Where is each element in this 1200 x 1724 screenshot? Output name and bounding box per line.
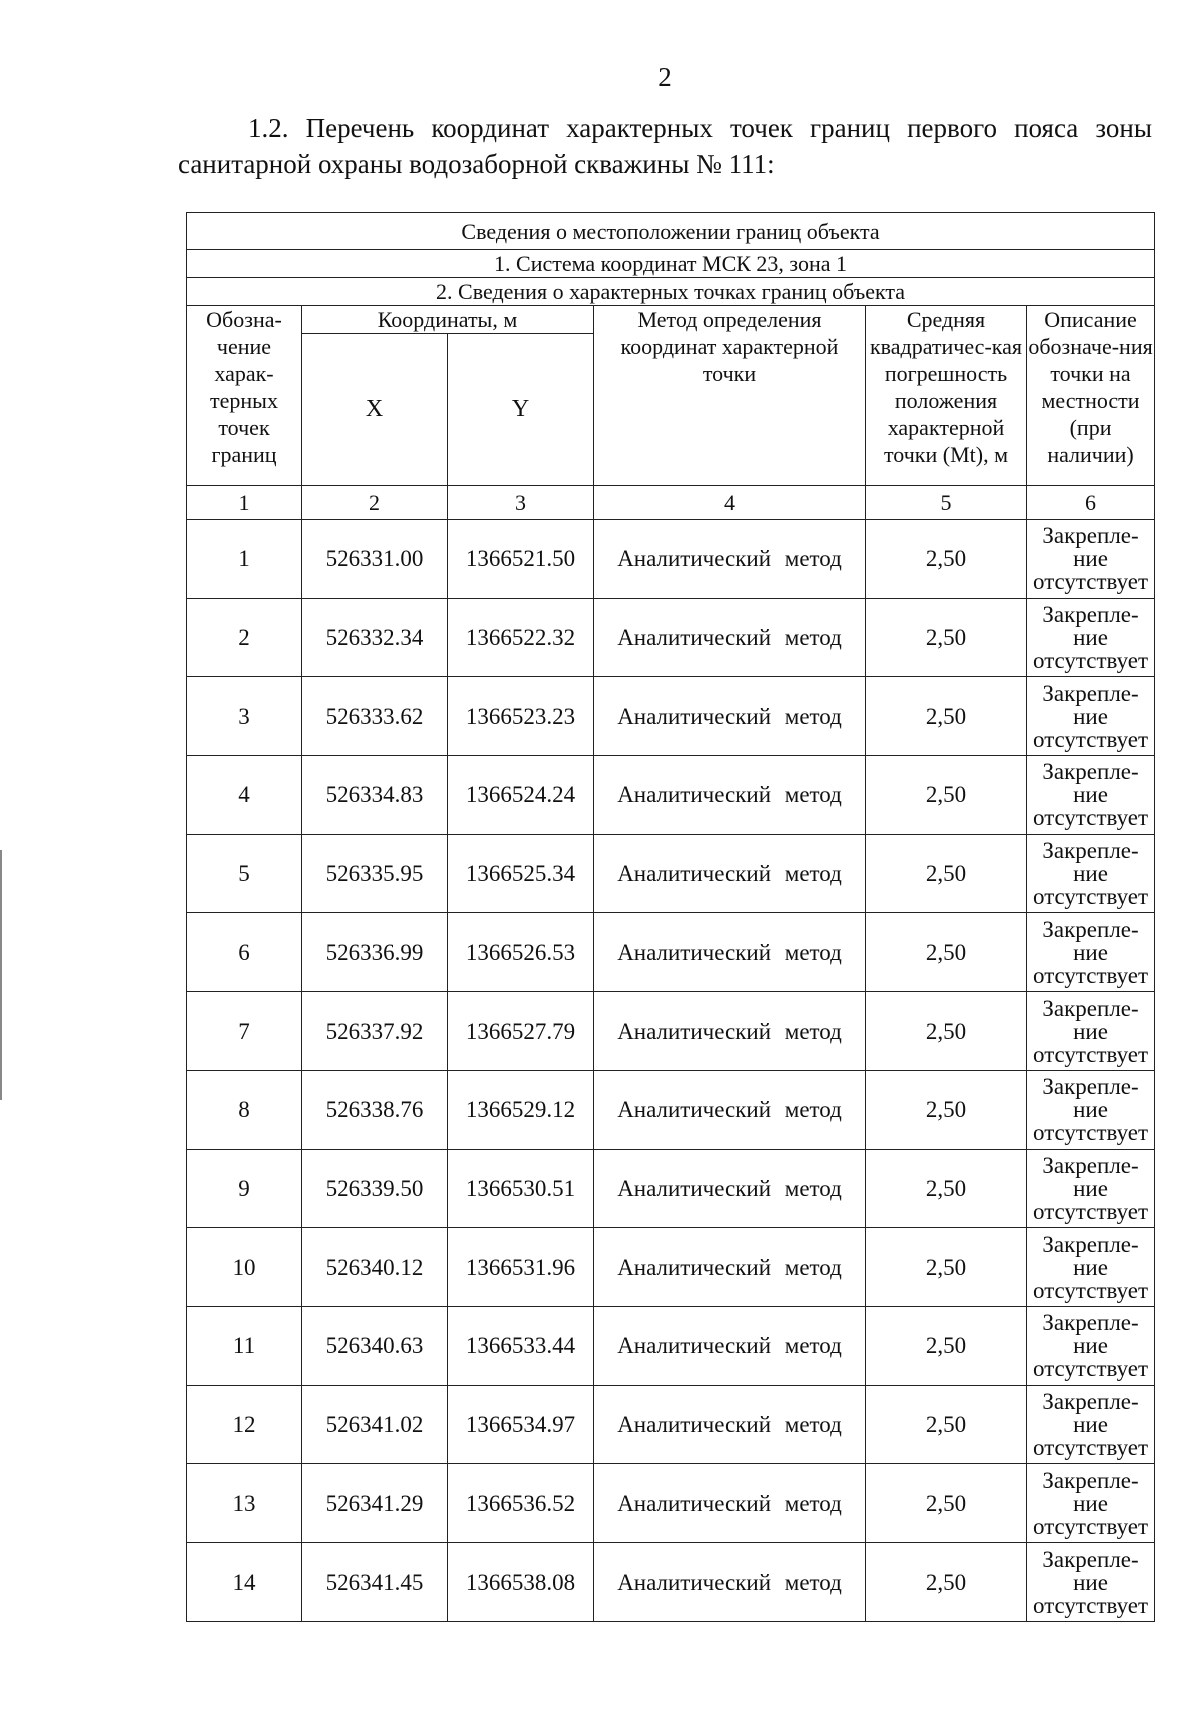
coord-x: 526331.00 xyxy=(302,519,448,598)
coord-y: 1366522.32 xyxy=(448,598,594,677)
point-description: Закрепле-ние отсутствует xyxy=(1027,1070,1155,1149)
coordinates-table xyxy=(186,212,1155,1622)
header-coordinates: Координаты, м xyxy=(302,306,594,334)
table-row xyxy=(187,755,1155,834)
mean-error: 2,50 xyxy=(866,677,1027,756)
point-number: 14 xyxy=(187,1543,302,1622)
section-subtitle: 2. Сведения о характерных точках границ объекта xyxy=(187,278,1155,306)
coord-y: 1366533.44 xyxy=(448,1307,594,1386)
table-row xyxy=(187,1464,1155,1543)
page-number: 2 xyxy=(658,62,672,92)
table-row xyxy=(187,834,1155,913)
method: Аналитический метод xyxy=(594,598,866,677)
table-title: Сведения о местоположении границ объекта xyxy=(187,213,1155,250)
point-number: 7 xyxy=(187,992,302,1071)
table-row xyxy=(187,1543,1155,1622)
header-designation: Обозна-чение харак-терных точек границ xyxy=(187,306,302,486)
method: Аналитический метод xyxy=(594,913,866,992)
section-heading-text: 1.2. Перечень координат характерных точек границ первого пояса зоны санитарной охраны водозаборной скважины № 111: xyxy=(178,113,1152,179)
point-description: Закрепле-ние отсутствует xyxy=(1027,519,1155,598)
coord-x: 526332.34 xyxy=(302,598,448,677)
column-number: 4 xyxy=(594,485,866,519)
header-error: Средняя квадратичес-кая погрешность положения характерной точки (Mt), м xyxy=(866,306,1027,486)
column-number: 6 xyxy=(1027,485,1155,519)
mean-error: 2,50 xyxy=(866,755,1027,834)
mean-error: 2,50 xyxy=(866,1385,1027,1464)
coord-y: 1366524.24 xyxy=(448,755,594,834)
point-number: 8 xyxy=(187,1070,302,1149)
point-number: 11 xyxy=(187,1307,302,1386)
method: Аналитический метод xyxy=(594,677,866,756)
point-number: 4 xyxy=(187,755,302,834)
coord-x: 526340.12 xyxy=(302,1228,448,1307)
point-number: 10 xyxy=(187,1228,302,1307)
method: Аналитический метод xyxy=(594,1149,866,1228)
mean-error: 2,50 xyxy=(866,913,1027,992)
point-description: Закрепле-ние отсутствует xyxy=(1027,913,1155,992)
coord-y: 1366536.52 xyxy=(448,1464,594,1543)
coord-x: 526339.50 xyxy=(302,1149,448,1228)
table-row xyxy=(187,1070,1155,1149)
table-row xyxy=(187,1228,1155,1307)
method: Аналитический метод xyxy=(594,992,866,1071)
point-description: Закрепле-ние отсутствует xyxy=(1027,1149,1155,1228)
header-y: Y xyxy=(448,334,594,486)
coord-y: 1366527.79 xyxy=(448,992,594,1071)
method: Аналитический метод xyxy=(594,1543,866,1622)
section-heading xyxy=(178,110,1152,182)
coord-x: 526338.76 xyxy=(302,1070,448,1149)
coord-x: 526335.95 xyxy=(302,834,448,913)
point-description: Закрепле-ние отсутствует xyxy=(1027,1543,1155,1622)
table-row xyxy=(187,992,1155,1071)
table-row xyxy=(187,598,1155,677)
mean-error: 2,50 xyxy=(866,992,1027,1071)
coord-y: 1366531.96 xyxy=(448,1228,594,1307)
coordinate-system: 1. Система координат МСК 23, зона 1 xyxy=(187,250,1155,278)
mean-error: 2,50 xyxy=(866,1070,1027,1149)
mean-error: 2,50 xyxy=(866,1149,1027,1228)
coord-x: 526341.02 xyxy=(302,1385,448,1464)
coord-y: 1366523.23 xyxy=(448,677,594,756)
coord-y: 1366521.50 xyxy=(448,519,594,598)
scan-edge-mark xyxy=(0,850,2,1100)
method: Аналитический метод xyxy=(594,755,866,834)
point-number: 3 xyxy=(187,677,302,756)
method: Аналитический метод xyxy=(594,1385,866,1464)
column-number: 5 xyxy=(866,485,1027,519)
point-number: 5 xyxy=(187,834,302,913)
point-number: 1 xyxy=(187,519,302,598)
mean-error: 2,50 xyxy=(866,598,1027,677)
header-method: Метод определения координат характерной точки xyxy=(594,306,866,486)
method: Аналитический метод xyxy=(594,834,866,913)
table-row xyxy=(187,1149,1155,1228)
point-description: Закрепле-ние отсутствует xyxy=(1027,755,1155,834)
method: Аналитический метод xyxy=(594,1307,866,1386)
coord-y: 1366525.34 xyxy=(448,834,594,913)
coord-y: 1366530.51 xyxy=(448,1149,594,1228)
mean-error: 2,50 xyxy=(866,1543,1027,1622)
point-description: Закрепле-ние отсутствует xyxy=(1027,598,1155,677)
mean-error: 2,50 xyxy=(866,1307,1027,1386)
coord-x: 526334.83 xyxy=(302,755,448,834)
coord-x: 526340.63 xyxy=(302,1307,448,1386)
coord-y: 1366534.97 xyxy=(448,1385,594,1464)
coord-x: 526333.62 xyxy=(302,677,448,756)
coord-y: 1366526.53 xyxy=(448,913,594,992)
coord-y: 1366529.12 xyxy=(448,1070,594,1149)
mean-error: 2,50 xyxy=(866,1464,1027,1543)
point-number: 13 xyxy=(187,1464,302,1543)
method: Аналитический метод xyxy=(594,1228,866,1307)
point-description: Закрепле-ние отсутствует xyxy=(1027,677,1155,756)
point-description: Закрепле-ние отсутствует xyxy=(1027,834,1155,913)
method: Аналитический метод xyxy=(594,1464,866,1543)
coord-x: 526336.99 xyxy=(302,913,448,992)
table-row xyxy=(187,1307,1155,1386)
method: Аналитический метод xyxy=(594,1070,866,1149)
point-number: 2 xyxy=(187,598,302,677)
point-description: Закрепле-ние отсутствует xyxy=(1027,992,1155,1071)
coord-y: 1366538.08 xyxy=(448,1543,594,1622)
mean-error: 2,50 xyxy=(866,834,1027,913)
table-row xyxy=(187,519,1155,598)
header-x: X xyxy=(302,334,448,486)
point-description: Закрепле-ние отсутствует xyxy=(1027,1385,1155,1464)
point-description: Закрепле-ние отсутствует xyxy=(1027,1464,1155,1543)
column-number: 3 xyxy=(448,485,594,519)
point-number: 9 xyxy=(187,1149,302,1228)
method: Аналитический метод xyxy=(594,519,866,598)
coord-x: 526341.45 xyxy=(302,1543,448,1622)
table-row xyxy=(187,1385,1155,1464)
coord-x: 526337.92 xyxy=(302,992,448,1071)
table-row xyxy=(187,913,1155,992)
column-number: 2 xyxy=(302,485,448,519)
point-number: 12 xyxy=(187,1385,302,1464)
point-description: Закрепле-ние отсутствует xyxy=(1027,1307,1155,1386)
table-row xyxy=(187,677,1155,756)
mean-error: 2,50 xyxy=(866,1228,1027,1307)
coord-x: 526341.29 xyxy=(302,1464,448,1543)
point-description: Закрепле-ние отсутствует xyxy=(1027,1228,1155,1307)
mean-error: 2,50 xyxy=(866,519,1027,598)
column-number: 1 xyxy=(187,485,302,519)
header-description: Описание обозначе-ния точки на местности (при наличии) xyxy=(1027,306,1155,486)
point-number: 6 xyxy=(187,913,302,992)
